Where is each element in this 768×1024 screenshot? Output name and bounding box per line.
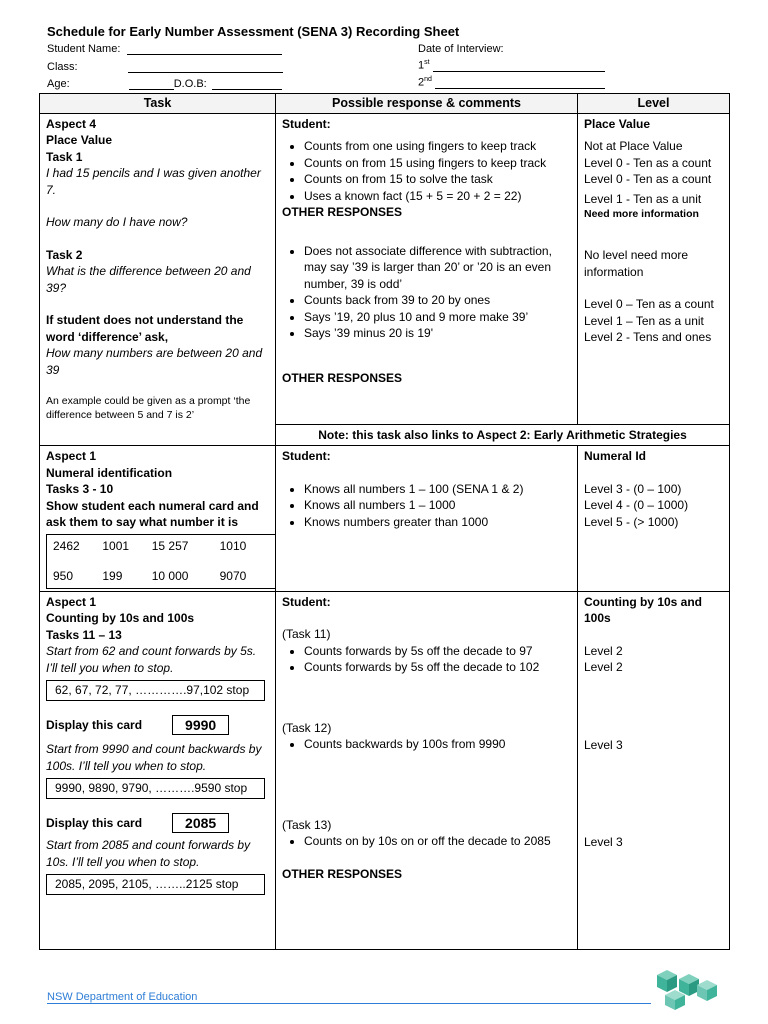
section1-topic: Place Value — [46, 133, 113, 147]
other-responses-label: OTHER RESPONSES — [282, 205, 403, 219]
level-item: Level 0 - Ten as a count — [584, 172, 712, 186]
task1-question: I had 15 pencils and I was given another 7. — [46, 166, 261, 197]
student-label: Student: — [282, 116, 331, 131]
task1-question2: How many do I have now? — [46, 215, 188, 229]
section2-aspect: Aspect 1 — [46, 449, 97, 463]
level-item: Not at Place Value — [584, 139, 683, 153]
response-item[interactable]: • Counts on from 15 using fingers to keep track — [304, 155, 571, 172]
response-item[interactable]: • Does not associate difference with subtraction, may say ’39 is larger than 20’ or ’20 is an even number, 39 is odd’ — [304, 243, 571, 293]
interview-date-1-field[interactable]: 1st — [418, 59, 605, 72]
response-item[interactable]: • Counts forwards by 5s off the decade to 102 — [304, 659, 571, 676]
footer-text: NSW Department of Education — [47, 991, 198, 1003]
display-card-label: Display this card — [46, 717, 143, 732]
section3-level-cell — [578, 591, 730, 949]
section2-response-cell — [276, 446, 578, 592]
level-item: Level 0 – Ten as a count — [584, 297, 714, 311]
response-item[interactable]: • Counts on by 10s on or off the decade to 2085 — [304, 833, 571, 850]
response-item[interactable]: • Counts back from 39 to 20 by ones — [304, 292, 571, 309]
footer-divider — [47, 1003, 651, 1004]
level-item: Level 2 — [584, 660, 623, 674]
no-level-note: No level need more information — [584, 248, 689, 279]
numeral-row — [53, 537, 269, 556]
task2-question: What is the difference between 20 and 39? — [46, 264, 251, 295]
level-item: Level 3 — [584, 835, 623, 849]
section3-aspect: Aspect 1 — [46, 594, 97, 609]
level-item: Level 2 — [584, 643, 623, 658]
task11-instruction: Start from 62 and count forwards by 5s. I’ll tell you when to stop. — [46, 644, 257, 675]
task2-prompt: If student does not understand the word ‘difference’ ask, — [46, 313, 244, 344]
table-row — [40, 446, 730, 592]
section2-task-cell — [40, 446, 276, 592]
section1-response-cell — [276, 113, 578, 424]
student-name-field[interactable]: Student Name: — [47, 43, 282, 55]
task13-instruction: Start from 2085 and count forwards by 10s. I’ll tell you when to stop. — [46, 838, 251, 869]
other-responses-label: OTHER RESPONSES — [282, 866, 403, 881]
nsw-logo-icon — [655, 968, 721, 1012]
level-title: Counting by 10s and 100s — [584, 594, 703, 625]
task1-label: Task 1 — [46, 149, 83, 164]
numeral: 2462 — [53, 538, 80, 553]
numeral-row — [53, 567, 269, 586]
level-title: Place Value — [584, 116, 651, 131]
numeral: 9070 — [219, 569, 247, 583]
section3-topic: Counting by 10s and 100s — [46, 611, 195, 625]
response-item[interactable]: • Knows numbers greater than 1000 — [304, 514, 571, 531]
numeral: 1001 — [102, 538, 130, 553]
level-item: Level 3 - (0 – 100) — [584, 481, 682, 496]
number-card-2085: 2085 — [172, 813, 229, 834]
student-label: Student: — [282, 449, 331, 463]
section1-level-cell — [578, 113, 730, 424]
section1-task-cell — [40, 113, 276, 446]
numeral: 1010 — [219, 538, 247, 553]
response-item[interactable]: • Knows all numbers 1 – 1000 — [304, 497, 571, 514]
section2-topic: Numeral identification — [46, 465, 173, 480]
table-row — [40, 591, 730, 949]
date-of-interview-label: Date of Interview: — [418, 43, 504, 55]
other-responses-label: OTHER RESPONSES — [282, 370, 403, 385]
age-dob-field[interactable]: Age: D.O.B: — [47, 78, 282, 90]
number-card-9990: 9990 — [172, 715, 229, 736]
recording-table — [39, 93, 730, 950]
response-item[interactable]: • Says ’19, 20 plus 10 and 9 more make 39’ — [304, 309, 571, 326]
numeral: 15 257 — [151, 538, 189, 553]
response-item[interactable]: • Knows all numbers 1 – 100 (SENA 1 & 2) — [304, 481, 571, 498]
page-title: Schedule for Early Number Assessment (SENA 3) Recording Sheet — [47, 24, 460, 39]
section3-task-cell — [40, 591, 276, 949]
section3-tasks: Tasks 11 – 13 — [46, 627, 122, 642]
header-level: Level — [578, 94, 730, 114]
response-item[interactable]: • Uses a known fact (15 + 5 = 20 + 2 = 22) — [304, 188, 571, 205]
level-item: Level 1 - Ten as a unit — [584, 191, 702, 206]
table-header-row — [40, 94, 730, 114]
level-item: Level 0 - Ten as a count — [584, 155, 712, 170]
task11-label: (Task 11) — [282, 627, 331, 641]
header-task: Task — [40, 94, 276, 114]
level-item: Level 5 - (> 1000) — [584, 514, 679, 529]
aspect2-note: Note: this task also links to Aspect 2: Early Arithmetic Strategies — [276, 424, 730, 446]
table-row — [40, 113, 730, 424]
section2-instruction: Show student each numeral card and ask them to say what number it is — [46, 498, 259, 529]
section2-tasks: Tasks 3 - 10 — [46, 482, 114, 496]
need-more-info: Need more information — [584, 208, 699, 220]
student-label: Student: — [282, 594, 331, 609]
task2-example: An example could be given as a prompt ‘the difference between 5 and 7 is 2’ — [46, 395, 251, 421]
level-item: Level 2 - Tens and ones — [584, 330, 712, 344]
response-item[interactable]: • Counts forwards by 5s off the decade to 97 — [304, 643, 571, 660]
numeral-card-box — [46, 534, 276, 589]
level-title: Numeral Id — [584, 449, 647, 463]
task13-label: (Task 13) — [282, 817, 332, 832]
task12-instruction: Start from 9990 and count backwards by 100s. I’ll tell you when to stop. — [46, 742, 262, 773]
response-item[interactable]: • Counts on from 15 to solve the task — [304, 171, 571, 188]
response-item[interactable]: • Counts backwards by 100s from 9990 — [304, 736, 571, 753]
level-item: Level 3 — [584, 737, 623, 752]
numeral: 10 000 — [151, 569, 189, 583]
response-item[interactable]: • Says ’39 minus 20 is 19' — [304, 325, 571, 342]
display-card-label: Display this card — [46, 815, 143, 830]
response-item[interactable]: • Counts from one using fingers to keep track — [304, 138, 571, 155]
section3-response-cell — [276, 591, 578, 949]
task2-alt-question: How many numbers are between 20 and 39 — [46, 346, 263, 377]
numeral: 950 — [53, 569, 74, 583]
section1-aspect: Aspect 4 — [46, 116, 97, 131]
task12-label: (Task 12) — [282, 720, 332, 735]
level-item: Level 1 – Ten as a unit — [584, 313, 704, 328]
interview-date-2-field[interactable]: 2nd — [418, 76, 605, 89]
level-item: Level 4 - (0 – 1000) — [584, 498, 689, 512]
task11-sequence-box: 62, 67, 72, 77, ………….97,102 stop — [46, 680, 265, 701]
task12-sequence-box: 9990, 9890, 9790, ……….9590 stop — [46, 778, 265, 799]
numeral: 199 — [102, 569, 123, 583]
section2-level-cell — [578, 446, 730, 592]
task2-label: Task 2 — [46, 247, 83, 262]
header-response: Possible response & comments — [276, 94, 578, 114]
task13-sequence-box: 2085, 2095, 2105, ……..2125 stop — [46, 874, 265, 895]
class-field[interactable]: Class: — [47, 61, 283, 73]
